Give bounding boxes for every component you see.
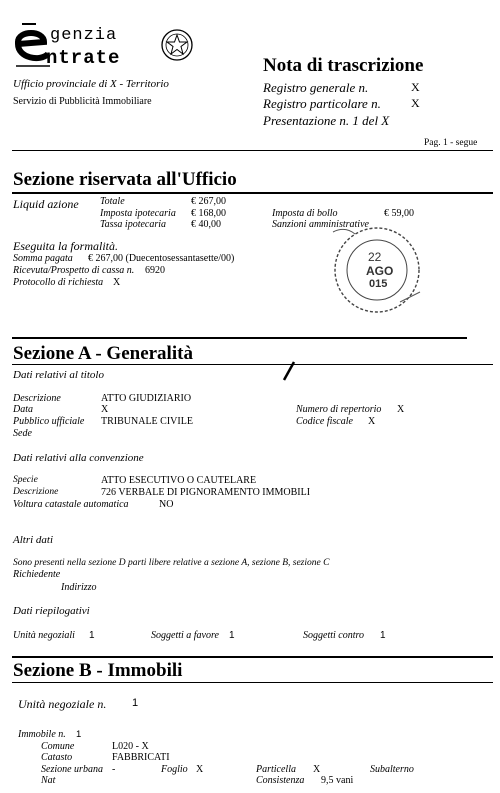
descrizione-value: ATTO GIUDIZIARIO [101,393,192,404]
somma-pagata-label: Somma pagata [13,253,73,264]
registro-particolare-value: X [411,96,420,110]
imposta-ipotecaria-label: Imposta ipotecaria [100,208,176,219]
consistenza-value: 9,5 vani [321,775,354,786]
service-line: Servizio di Pubblicità Immobiliare [13,96,152,107]
logo-agenzia: genzia [50,26,118,45]
sezione-urbana-label: Sezione urbana [41,764,103,775]
indirizzo-label: Indirizzo [61,582,97,593]
sanzioni-label: Sanzioni amministrative [272,219,369,230]
divider [12,656,493,658]
convenzione-heading: Dati relativi alla convenzione [13,452,144,464]
particella-value: X [313,764,321,775]
logo-entrate: ntrate [46,47,121,69]
protocollo-label: Protocollo di richiesta [13,277,104,288]
document-title: Nota di trascrizione [263,55,424,76]
data-label: Data [13,404,33,415]
titolo-heading: Dati relativi al titolo [13,369,104,381]
imposta-bollo-value: € 59,00 [384,208,414,219]
codice-fiscale-label: Codice fiscale [296,416,353,427]
comune-value: L020 - X [112,741,149,752]
conv-descrizione-label: Descrizione [13,487,59,497]
divider [12,364,493,365]
liquidazione-label: Liquid azione [13,197,79,211]
consistenza-label: Consistenza [256,775,305,786]
protocollo-value: X [113,277,121,288]
office-line: Ufficio provinciale di X - Territorio [13,78,169,90]
imposta-ipotecaria-value: € 168,00 [191,208,226,219]
altri-dati-heading: Altri dati [13,534,54,546]
soggetti-contro-label: Soggetti contro [303,630,365,641]
pubblico-ufficiale-label: Pubblico ufficiale [13,416,85,427]
sezione-urbana-value: - [112,764,116,775]
data-value: X [101,404,109,415]
catasto-label: Catasto [41,752,73,763]
section-b-title: Sezione B - Immobili [13,660,183,681]
section-a-title: Sezione A - Generalità [13,343,193,364]
sede-label: Sede [13,428,32,439]
catasto-value: FABBRICATI [112,752,170,763]
unita-negoziali-value: 1 [89,630,95,641]
eseguita-formalita: Eseguita la formalità. [13,239,118,253]
divider [12,682,493,683]
ricevuta-value: 6920 [145,265,165,276]
riepilogativi-heading: Dati riepilogativi [13,605,90,617]
subalterno-label: Subalterno [370,764,414,775]
specie-value: ATTO ESECUTIVO O CAUTELARE [101,475,257,486]
altri-dati-text: Sono presenti nella sezione D parti libere relative a sezione A, sezione B, sezione C [13,558,330,568]
page-number: Pag. 1 - segue [424,138,478,148]
stamp-day: 22 [368,250,382,264]
soggetti-contro-value: 1 [380,630,386,641]
unita-negoziale-label: Unità negoziale n. [18,697,107,711]
descrizione-label: Descrizione [13,393,61,404]
comune-label: Comune [41,741,75,752]
voltura-value: NO [159,499,174,510]
specie-label: Specie [13,475,38,485]
foglio-label: Foglio [161,764,188,775]
stamp-year: 015 [369,278,388,290]
divider [12,150,493,151]
immobile-value: 1 [76,729,82,740]
voltura-label: Voltura catastale automatica [13,499,129,510]
imposta-bollo-label: Imposta di bollo [272,208,338,219]
registro-particolare-label: Registro particolare n. [263,96,381,111]
immobile-label: Immobile n. [18,729,66,740]
unita-negoziali-label: Unità negoziali [13,630,75,641]
presentazione: Presentazione n. 1 del X [263,113,390,128]
somma-pagata-value: € 267,00 (Duecentosessantasette/00) [88,253,235,264]
tassa-ipotecaria-value: € 40,00 [191,219,221,230]
registro-generale-value: X [411,80,420,94]
particella-label: Particella [256,764,296,775]
registro-generale-label: Registro generale n. [263,80,369,95]
tassa-ipotecaria-label: Tassa ipotecaria [100,219,167,230]
codice-fiscale-value: X [368,416,376,427]
natura-label: Nat [41,775,56,786]
emblem-icon [160,28,194,62]
soggetti-favore-label: Soggetti a favore [151,630,219,641]
numero-repertorio-label: Numero di repertorio [296,404,382,415]
foglio-value: X [196,764,204,775]
totale-value: € 267,00 [191,196,226,207]
ricevuta-label: Ricevuta/Prospetto di cassa n. [13,265,135,276]
pen-mark [280,360,298,382]
numero-repertorio-value: X [397,404,405,415]
section-ufficio-title: Sezione riservata all'Ufficio [13,169,237,190]
totale-label: Totale [100,196,125,207]
divider [12,337,467,339]
soggetti-favore-value: 1 [229,630,235,641]
richiedente-label: Richiedente [13,569,61,580]
conv-descrizione-value: 726 VERBALE DI PIGNORAMENTO IMMOBILI [101,487,311,498]
pubblico-ufficiale-value: TRIBUNALE CIVILE [101,416,193,427]
divider [12,192,493,194]
unita-negoziale-value: 1 [132,697,139,709]
stamp-month: AGO [366,264,394,278]
